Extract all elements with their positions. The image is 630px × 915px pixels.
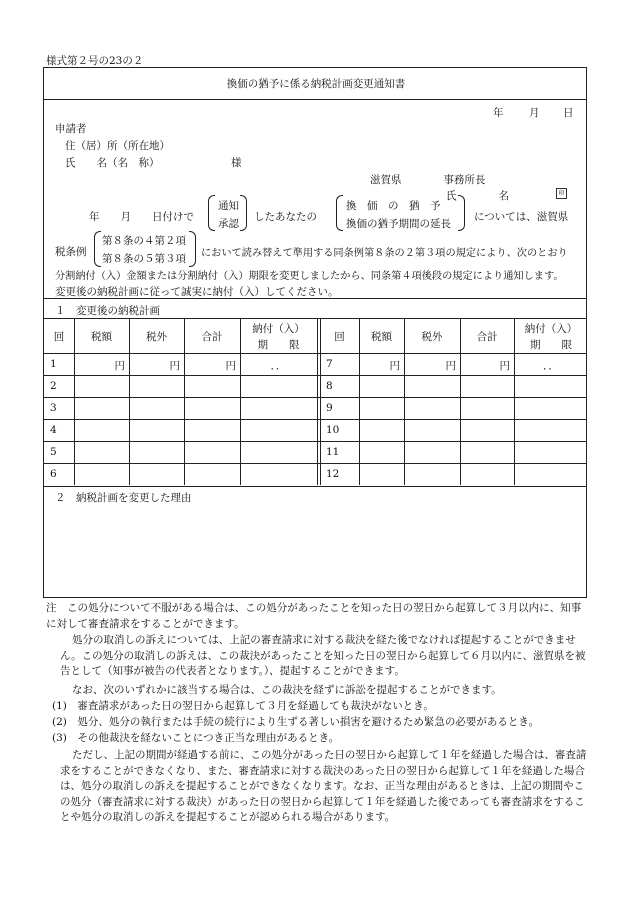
left-header-total: 合計	[201, 331, 223, 343]
form-number: 様式第２号の23の２	[46, 55, 144, 67]
left-yen-tax: 円	[114, 360, 125, 372]
issuer-name-label: 氏 名	[446, 190, 509, 202]
body-after-options: については、滋賀県	[474, 211, 569, 223]
applicant-name: 氏 名（名 称）	[65, 157, 160, 169]
right-yen-tax: 円	[389, 360, 400, 372]
form-frame	[43, 67, 587, 598]
section1-title: １ 変更後の納税計画	[55, 305, 160, 317]
left-header-round: 回	[53, 331, 65, 343]
table-row-line	[44, 375, 586, 376]
note-proviso: ただし、上記の期間が経過する前に、この処分があった日の翌日から起算して１年を経過した場合は、審査請求をすることができなくなり、また、審査請求に対する裁決のあった日の翌日から起算して１年を経過した場合は、処分の取消しの訴えを提起することができなくなります。なお、正当な理由があるときは、上記の期間やこの処分（審査請求に対する裁決）があった日の翌日から起算して１年を経過した後であっても審査請求をすることや処分の取消しの訴えを提起することが認められる場合があります。	[60, 749, 587, 824]
left-round-number: 1	[50, 358, 57, 370]
divider	[44, 318, 586, 319]
form-title: 換価の猶予に係る納税計画変更通知書	[226, 78, 406, 90]
table-center-divider	[317, 318, 318, 485]
right-header-tax-ex: 税外	[421, 331, 443, 343]
issuer-office: 滋賀県 事務所長	[370, 174, 486, 186]
divider	[44, 486, 586, 487]
bracket-left	[336, 195, 343, 231]
date-year: 年	[493, 107, 504, 119]
note-item-3: (3) その他裁決を経ないことにつき正当な理由があるとき。	[52, 732, 340, 744]
applicant-label: 申請者	[55, 123, 87, 135]
body-date-prefix: 年 月 日付けで	[89, 211, 194, 223]
right-yen-total: 円	[499, 360, 510, 372]
left-round-number: 4	[50, 424, 57, 436]
body-tax-ordinance: 税条例	[55, 246, 87, 258]
body-mid-text: したあなたの	[254, 211, 317, 223]
bracket-left	[208, 195, 215, 231]
table-row-line	[44, 463, 586, 464]
option-article-a: 第８条の４第２項	[102, 235, 186, 247]
right-header-deadline: 納付（入）	[524, 323, 578, 335]
option-notice: 通知	[218, 200, 239, 212]
left-header-deadline-sub: 期 限	[257, 339, 300, 351]
date-month: 月	[529, 107, 540, 119]
left-round-number: 3	[50, 402, 57, 414]
right-round-number: 9	[326, 402, 333, 414]
note-lawsuit: 処分の取消しの訴えについては、上記の審査請求に対する裁決を経た後でなければ提起することができません。この処分の取消しの訴えは、この裁決があったことを知った日の翌日から起算して６月以内に、滋賀県を被告として（知事が被告の代表者となります。）、提起することができます。	[60, 634, 586, 678]
option-extension: 換価の猶予期間の延長	[346, 218, 451, 230]
left-header-deadline: 納付（入）	[252, 323, 305, 335]
right-round-number: 12	[326, 468, 340, 480]
left-header-tax-ex: 税外	[146, 331, 167, 343]
bracket-left	[94, 231, 101, 267]
left-round-number: 6	[50, 468, 57, 480]
right-round-number: 10	[326, 424, 340, 436]
right-yen-tax-ex: 円	[445, 360, 456, 372]
applicant-address: 住（居）所（所在地）	[65, 140, 170, 152]
option-article-b: 第８条の５第３項	[102, 253, 186, 265]
bracket-right	[240, 195, 247, 231]
table-row-line	[44, 397, 586, 398]
option-approval: 承認	[218, 218, 239, 230]
note-item-1: (1) 審査請求があった日の翌日から起算して３月を経過しても裁決がないとき。	[52, 700, 434, 712]
body-line2: 分割納付（入）金額または分割納付（入）期限を変更しましたから、同条第４項後段の規定により通知します。	[55, 271, 564, 282]
left-header-tax: 税額	[91, 331, 112, 343]
table-row-line	[44, 441, 586, 442]
divider	[44, 99, 586, 100]
right-round-number: 11	[326, 446, 340, 458]
left-yen-tax-ex: 円	[169, 360, 180, 372]
right-header-round: 回	[334, 331, 345, 343]
bracket-right	[458, 195, 465, 231]
table-header-bottom	[44, 353, 586, 354]
left-deadline-dots: ．．	[270, 360, 287, 372]
right-header-total: 合計	[476, 331, 498, 343]
right-header-deadline-sub: 期 限	[530, 339, 572, 351]
right-header-tax: 税額	[371, 331, 392, 343]
left-round-number: 2	[50, 380, 57, 392]
table-row-line	[44, 419, 586, 420]
note-exception: なお、次のいずれかに該当する場合は、この裁決を経ずに訴訟を提起することができます。	[72, 684, 502, 696]
option-deferral: 換 価 の 猶 予	[346, 200, 441, 212]
right-round-number: 8	[326, 380, 333, 392]
body-line3: 変更後の納税計画に従って誠実に納付（入）してください。	[55, 286, 339, 298]
note-item-2: (2) 処分、処分の執行または手続の続行により生ずる著しい損害を避けるため緊急の必要があるとき。	[52, 716, 539, 728]
left-round-number: 5	[50, 446, 57, 458]
right-deadline-dots: ．．	[543, 360, 559, 372]
bracket-right	[189, 231, 196, 267]
section2-title: ２ 納税計画を変更した理由	[55, 492, 192, 504]
left-yen-total: 円	[225, 360, 236, 372]
reason-text-area[interactable]	[55, 508, 575, 590]
seal-mark: 印	[556, 188, 567, 199]
applicant-honorific: 様	[231, 157, 242, 169]
date-day: 日	[563, 107, 574, 119]
body-after-article: において読み替えて準用する同条例第８条の２第３項の規定により、次のとおり	[201, 248, 568, 259]
right-round-number: 7	[326, 358, 333, 370]
divider	[44, 298, 586, 299]
note-main: 注 この処分について不服がある場合は、この処分があったことを知った日の翌日から起算して３月以内に、知事に対して審査請求をすることができます。	[46, 602, 582, 630]
